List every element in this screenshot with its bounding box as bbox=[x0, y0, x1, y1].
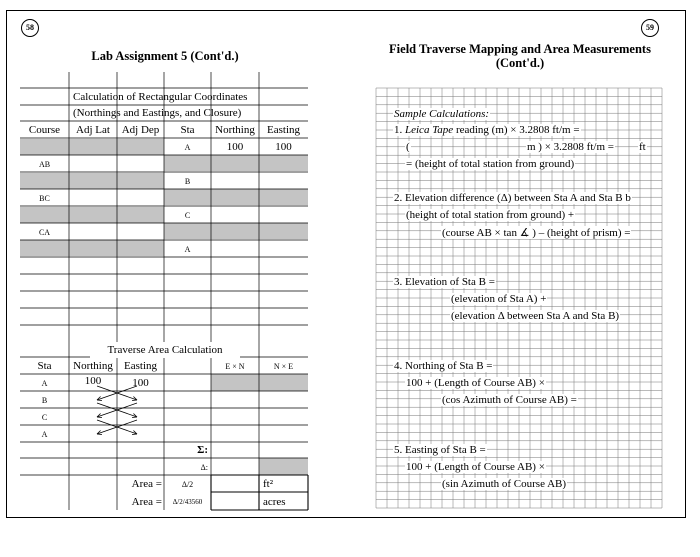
sigma-label: Σ: bbox=[197, 444, 208, 456]
calc-1-ft-unit: ft bbox=[639, 141, 646, 153]
area-table-title: Traverse Area Calculation bbox=[90, 342, 240, 358]
area-header-e-x-n: E × N bbox=[225, 361, 245, 371]
area-header-n-x-e: N × E bbox=[273, 361, 294, 371]
calc-1-line-3: = (height of total station from ground) bbox=[406, 158, 575, 170]
course-bc: BC bbox=[39, 193, 50, 203]
delta-label: Δ: bbox=[200, 462, 208, 472]
calc-2-line-1: 2. Elevation difference (Δ) between Sta A and Sta B b bbox=[394, 192, 631, 204]
right-page-title-line1: Field Traverse Mapping and Area Measurements bbox=[389, 42, 651, 56]
calc-4-line-3: (cos Azimuth of Course AB) = bbox=[442, 394, 577, 406]
area-label-ft2: Area = bbox=[131, 478, 162, 490]
station-a-closure: A bbox=[184, 244, 191, 254]
header-course: Course bbox=[28, 124, 61, 136]
calc-3-line-3: (elevation Δ between Sta A and Sta B) bbox=[451, 310, 620, 322]
area-sta-a: A bbox=[41, 378, 48, 388]
header-adj-dep: Adj Dep bbox=[121, 124, 160, 136]
start-easting: 100 bbox=[275, 141, 292, 153]
right-page-title-line2: (Cont'd.) bbox=[495, 56, 545, 70]
area-northing-a: 100 bbox=[84, 375, 102, 387]
calc-1-line-1: 1. Leica Tape reading (m) × 3.2808 ft/m = bbox=[394, 124, 580, 136]
unit-acres: acres bbox=[263, 496, 286, 508]
calc-4-line-1: 4. Northing of Sta B = bbox=[394, 360, 493, 372]
right-page-number: 59 bbox=[641, 19, 659, 37]
area-header-sta: Sta bbox=[37, 360, 52, 372]
calc-5-line-3: (sin Azimuth of Course AB) bbox=[442, 478, 567, 490]
course-ca: CA bbox=[38, 227, 51, 237]
start-northing: 100 bbox=[226, 141, 244, 153]
area-easting-a: 100 bbox=[132, 377, 149, 389]
sample-calculations-heading: Sample Calculations: bbox=[394, 108, 490, 120]
station-c: C bbox=[184, 210, 191, 220]
calc-3-line-1: 3. Elevation of Sta B = bbox=[394, 276, 495, 288]
station-a: A bbox=[184, 142, 191, 152]
area-sta-b: B bbox=[41, 395, 48, 405]
header-sta: Sta bbox=[180, 124, 195, 136]
half-delta-acres-label: Δ/2/43560 bbox=[172, 498, 203, 506]
coord-title-line2: (Northings and Eastings, and Closure) bbox=[73, 107, 242, 119]
half-delta-label: Δ/2 bbox=[181, 479, 194, 489]
calc-3-line-2: (elevation of Sta A) + bbox=[451, 293, 547, 305]
unit-ft2: ft² bbox=[263, 478, 274, 490]
coord-title-line1: Calculation of Rectangular Coordinates bbox=[73, 91, 248, 103]
calc-2-line-2: (height of total station from ground) + bbox=[406, 209, 575, 221]
calc-5-line-2: 100 + (Length of Course AB) × bbox=[406, 461, 545, 473]
left-page-title: Lab Assignment 5 (Cont'd.) bbox=[91, 49, 239, 63]
calc-2-line-3: (course AB × tan ∡ ) – (height of prism) = bbox=[442, 227, 631, 239]
calc-5-line-1: 5. Easting of Sta B = bbox=[394, 444, 486, 456]
calc-1-line-2: m ) × 3.2808 ft/m = bbox=[527, 141, 614, 153]
header-adj-lat: Adj Lat bbox=[76, 124, 110, 136]
calc-1-open-paren: ( bbox=[406, 141, 410, 153]
left-page-number: 58 bbox=[21, 19, 39, 37]
area-sta-a-closure: A bbox=[41, 429, 48, 439]
header-easting: Easting bbox=[267, 124, 300, 136]
header-northing: Northing bbox=[215, 124, 255, 136]
area-label-acres: Area = bbox=[131, 496, 162, 508]
area-header-northing: Northing bbox=[73, 360, 113, 372]
area-header-easting: Easting bbox=[124, 360, 157, 372]
calc-4-line-2: 100 + (Length of Course AB) × bbox=[406, 377, 545, 389]
area-sta-c: C bbox=[41, 412, 48, 422]
course-ab: AB bbox=[38, 159, 51, 169]
station-b: B bbox=[184, 176, 191, 186]
